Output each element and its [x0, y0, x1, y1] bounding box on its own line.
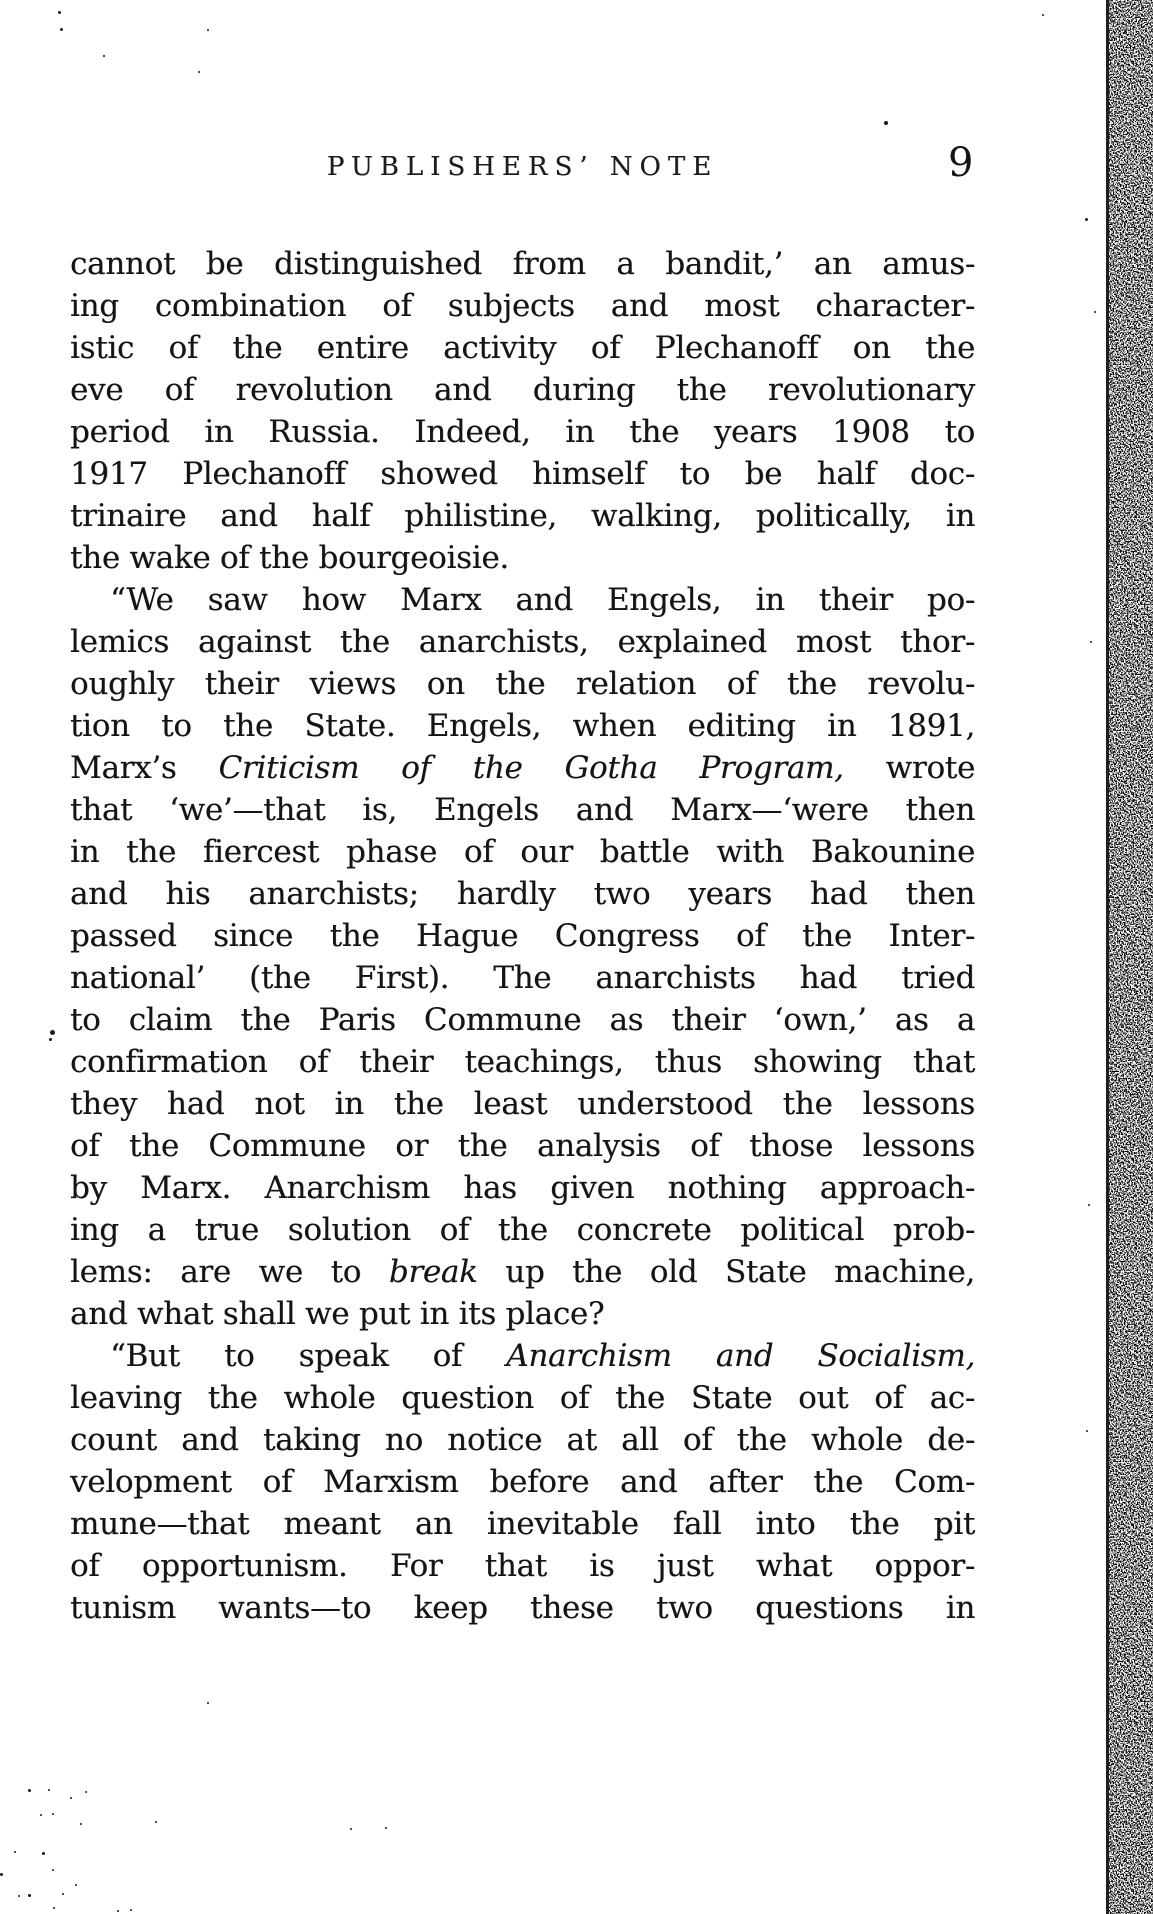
- text-segment: national’ (the First). The anarchists had tried: [70, 960, 975, 996]
- scan-speck: [884, 121, 888, 125]
- text-segment: confirmation of their teachings, thus showing that: [70, 1044, 975, 1080]
- scan-speck: [58, 11, 61, 14]
- text-line: [70, 873, 975, 915]
- text-segment: tunism wants—to keep these two questions in: [70, 1590, 975, 1626]
- text-line: [70, 915, 975, 957]
- text-line: [70, 1041, 975, 1083]
- scan-speck: [1090, 641, 1092, 643]
- text-segment: istic of the entire activity of Plechanoff on the: [70, 330, 975, 366]
- text-line: [70, 1293, 975, 1335]
- text-segment: of opportunism. For that is just what oppor-: [70, 1548, 975, 1584]
- scan-speck: [52, 1813, 54, 1815]
- scan-speck: [1094, 311, 1096, 313]
- scan-speck: [28, 1894, 31, 1897]
- scan-speck: [48, 1789, 50, 1791]
- text-line: [70, 1587, 975, 1629]
- binding-edge: [1106, 0, 1153, 1914]
- scan-speck: [70, 1797, 72, 1799]
- text-segment: that ‘we’—that is, Engels and Marx—‘were then: [70, 792, 975, 828]
- text-segment: tion to the State. Engels, when editing in 1891,: [70, 708, 975, 744]
- text-line: [70, 1251, 975, 1293]
- scan-speck: [385, 1827, 387, 1829]
- text-segment: period in Russia. Indeed, in the years 1908 to: [70, 414, 975, 450]
- text-line: [70, 957, 975, 999]
- text-line: [70, 1461, 975, 1503]
- scan-speck: [40, 1814, 42, 1816]
- scan-speck: [28, 1789, 31, 1792]
- text-segment: by Marx. Anarchism has given nothing approach-: [70, 1170, 975, 1206]
- text-line: [70, 1167, 975, 1209]
- scan-speck: [1085, 218, 1088, 221]
- text-segment: “But to speak of: [110, 1338, 507, 1374]
- binding-noise-texture: [1109, 0, 1153, 1914]
- scan-speck: [1088, 1204, 1090, 1206]
- text-segment: oughly their views on the relation of the revolu-: [70, 666, 975, 702]
- text-segment: 1917 Plechanoff showed himself to be half doc-: [70, 456, 975, 492]
- scan-speck: [60, 28, 63, 31]
- scan-speck: [1086, 1430, 1088, 1432]
- scan-speck: [155, 1821, 157, 1823]
- text-line: [70, 1083, 975, 1125]
- page-number: 9: [948, 140, 974, 186]
- scan-speck: [103, 55, 105, 57]
- text-segment: cannot be distinguished from a bandit,’ an amus-: [70, 246, 975, 282]
- text-segment: lemics against the anarchists, explained most thor-: [70, 624, 975, 660]
- text-line: [70, 621, 975, 663]
- text-segment: and what shall we put in its place?: [70, 1296, 605, 1332]
- text-line: [70, 285, 975, 327]
- text-segment: velopment of Marxism before and after the Com-: [70, 1464, 975, 1500]
- scan-speck: [350, 1828, 352, 1830]
- scan-speck: [1042, 14, 1044, 16]
- text-segment: of the Commune or the analysis of those lessons: [70, 1128, 975, 1164]
- text-segment: and his anarchists; hardly two years had then: [70, 876, 975, 912]
- text-segment: ing a true solution of the concrete political prob-: [70, 1212, 975, 1248]
- text-segment: passed since the Hague Congress of the Inter-: [70, 918, 975, 954]
- scan-speck: [53, 1907, 55, 1909]
- text-segment: in the fiercest phase of our battle with Bakounine: [70, 834, 975, 870]
- text-segment: ing combination of subjects and most character-: [70, 288, 975, 324]
- text-segment: up the old State machine,: [477, 1254, 975, 1290]
- text-line: [70, 1209, 975, 1251]
- scan-speck: [52, 1869, 54, 1871]
- text-segment: mune—that meant an inevitable fall into the pit: [70, 1506, 975, 1542]
- scan-speck: [18, 1895, 20, 1897]
- text-line: [70, 1545, 975, 1587]
- page-body-text: [70, 243, 975, 1629]
- scan-speck: [207, 29, 209, 31]
- italic-text-segment: break: [388, 1254, 478, 1290]
- text-segment: lems: are we to: [70, 1254, 389, 1290]
- scan-speck: [117, 1910, 119, 1912]
- text-line: [70, 369, 975, 411]
- text-segment: Marx’s: [70, 750, 219, 786]
- text-segment: count and taking no notice at all of the whole de-: [70, 1422, 975, 1458]
- italic-text-segment: Criticism of the Gotha Program,: [218, 750, 844, 786]
- scan-speck: [14, 1851, 16, 1853]
- text-line: [70, 1377, 975, 1419]
- scan-speck: [50, 1030, 55, 1035]
- text-line: [70, 1503, 975, 1545]
- text-line: [70, 789, 975, 831]
- scan-speck: [80, 1823, 82, 1825]
- scan-speck: [207, 1702, 209, 1704]
- italic-text-segment: Anarchism and Socialism,: [506, 1338, 975, 1374]
- text-segment: wrote: [843, 750, 976, 786]
- scan-speck: [0, 1873, 3, 1876]
- text-segment: they had not in the least understood the lessons: [70, 1086, 975, 1122]
- scan-speck: [49, 1038, 52, 1041]
- text-segment: leaving the whole question of the State out of ac-: [70, 1380, 975, 1416]
- text-segment: to claim the Paris Commune as their ‘own,’ as a: [70, 1002, 975, 1038]
- text-line: [70, 453, 975, 495]
- scan-speck: [62, 1893, 64, 1895]
- text-line: [70, 999, 975, 1041]
- scan-speck: [85, 1791, 87, 1793]
- text-line: [70, 705, 975, 747]
- scan-speck: [130, 1909, 132, 1911]
- text-line: [70, 411, 975, 453]
- text-segment: eve of revolution and during the revolutionary: [70, 372, 975, 408]
- text-line: [70, 537, 975, 579]
- text-line: [70, 243, 975, 285]
- text-segment: “We saw how Marx and Engels, in their po-: [110, 582, 975, 618]
- text-line: [70, 1419, 975, 1461]
- text-segment: trinaire and half philistine, walking, politically, in: [70, 498, 975, 534]
- running-head-title: PUBLISHERS’ NOTE: [326, 152, 719, 182]
- scan-speck: [42, 1852, 45, 1855]
- text-line: [70, 1335, 975, 1377]
- scan-speck: [198, 71, 200, 73]
- scan-speck: [75, 1884, 77, 1886]
- text-line: [70, 1125, 975, 1167]
- text-line: [70, 663, 975, 705]
- text-line: [70, 747, 975, 789]
- text-line: [70, 831, 975, 873]
- text-line: [70, 327, 975, 369]
- text-line: [70, 495, 975, 537]
- text-segment: the wake of the bourgeoisie.: [70, 540, 509, 576]
- text-line: [70, 579, 975, 621]
